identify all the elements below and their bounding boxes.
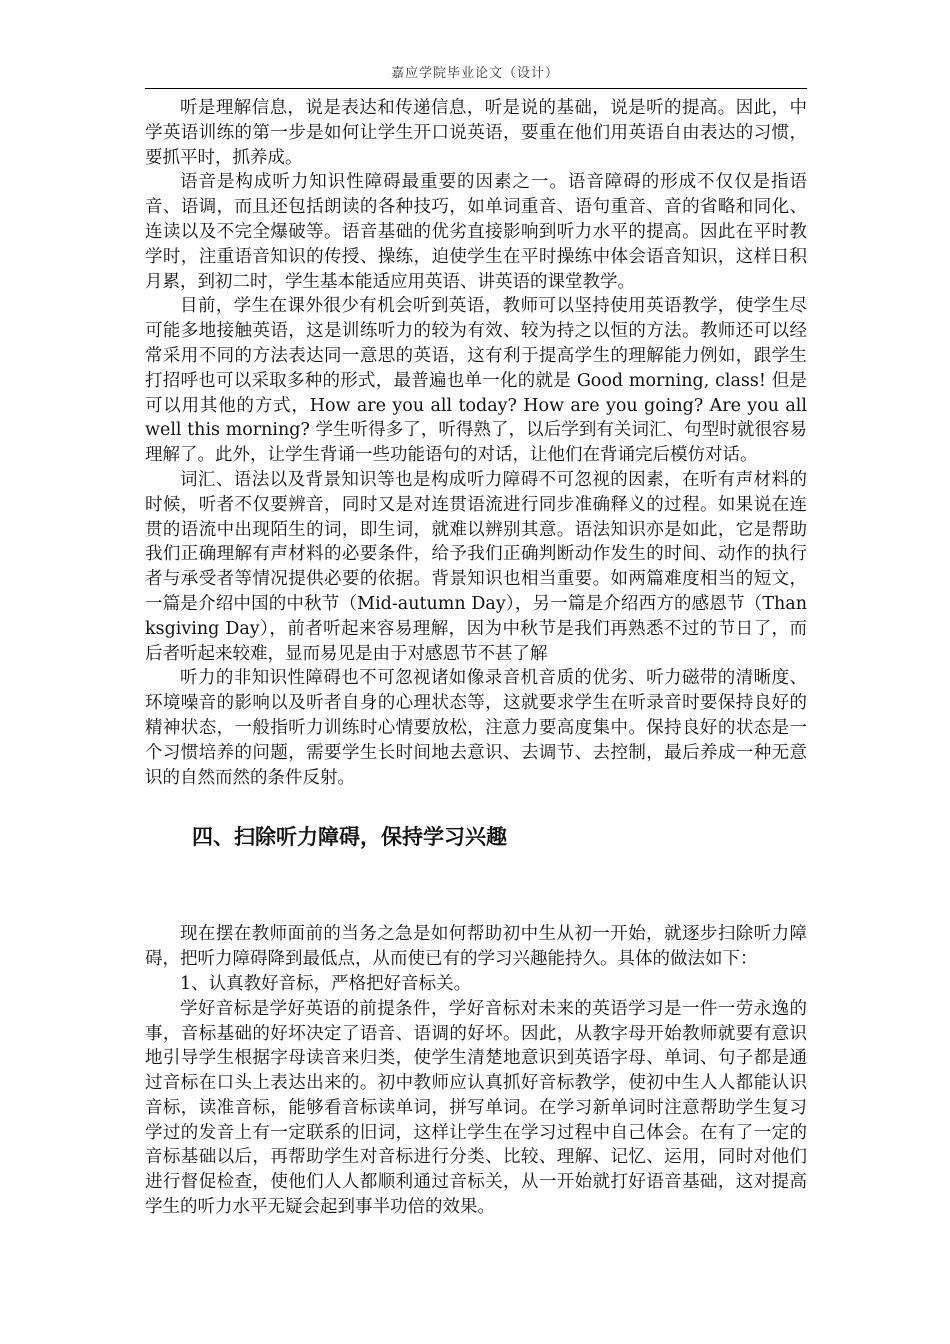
paragraph: 词汇、语法以及背景知识等也是构成听力障碍不可忽视的因素，在听有声材料的时候，听者不仅要辨音，同时又是对连贯语流进行同步准确释义的过程。如果说在连贯的语流中出现陌生的词，即生词，就难以辨别其意。语法知识亦是如此，它是帮助我们正确理解有声材料的必要条件，给予我们正确判断动作发生的时间、动作的执行者与承受者等情况提供必要的依据。背景知识也相当重要。如两篇难度相当的短文，一篇是介绍中国的中秋节（Mid-autumn Day），另一篇是介绍西方的感恩节（Thanksgiving Day），前者听起来容易理解，因为中秋节是我们再熟悉不过的节日了，而后者听起来较难，显而易见是由于对感恩节不甚了解 xyxy=(145,469,807,664)
paragraph: 语音是构成听力知识性障碍最重要的因素之一。语音障碍的形成不仅仅是指语音、语调，而且还包括朗读的各种技巧，如单词重音、语句重音、音的省略和同化、连读以及不完全爆破等。语音基础的优劣直接影响到听力水平的提高。因此在平时教学时，注重语音知识的传授、操练，迫使学生在平时操练中体会语音知识，这样日积月累，到初二时，学生基本能适应用英语、讲英语的课堂教学。 xyxy=(145,172,807,292)
paragraph: 目前，学生在课外很少有机会听到英语，教师可以坚持使用英语教学，使学生尽可能多地接触英语，这是训练听力的较为有效、较为持之以恒的方法。教师还可以经常采用不同的方法表达同一意思的英语，这有利于提高学生的理解能力例如，跟学生打招呼也可以采取多种的形式，最普遍也单一化的就是 Good morning, class! 但是可以用其他的方式，How are you all today? How are you going? Are you all well this morning? 学生听得多了，听得熟了，以后学到有关词汇、句型时就很容易理解了。此外，让学生背诵一些功能语句的对话，让他们在背诵完后模仿对话。 xyxy=(145,296,807,466)
section-heading: 四、扫除听力障碍，保持学习兴趣 xyxy=(192,825,507,850)
header-divider xyxy=(145,88,807,89)
paragraph: 听是理解信息，说是表达和传递信息，听是说的基础，说是听的提高。因此，中学英语训练的第一步是如何让学生开口说英语，要重在他们用英语自由表达的习惯，要抓平时，抓养成。 xyxy=(145,98,807,168)
document-body xyxy=(145,96,807,1220)
page-header: 嘉应学院毕业论文（设计） xyxy=(390,66,559,81)
paragraph: 学好音标是学好英语的前提条件，学好音标对未来的英语学习是一件一劳永逸的事，音标基础的好坏决定了语音、语调的好坏。因此，从教字母开始教师就要有意识地引导学生根据字母读音来归类，使学生清楚地意识到英语字母、单词、句子都是通过音标在口头上表达出来的。初中教师应认真抓好音标教学，使初中生人人都能认识音标，读准音标，能够看音标读单词，拼写单词。在学习新单词时注意帮助学生复习学过的发音上有一定联系的旧词，这样让学生在学习过程中自己体会。在有了一定的音标基础以后，再帮助学生对音标进行分类、比较、理解、记忆、运用，同时对他们进行督促检查，使他们人人都顺利通过音标关，从一开始就打好语音基础，这对提高学生的听力水平无疑会起到事半功倍的效果。 xyxy=(145,998,807,1218)
paragraph: 听力的非知识性障碍也不可忽视诸如像录音机音质的优劣、听力磁带的清晰度、环境噪音的影响以及听者自身的心理状态等，这就要求学生在听录音时要保持良好的精神状态，一般指听力训练时心情要放松，注意力要高度集中。保持良好的状态是一个习惯培养的问题，需要学生长时间地去意识、去调节、去控制，最后养成一种无意识的自然而然的条件反射。 xyxy=(145,668,807,788)
paragraph: 现在摆在教师面前的当务之急是如何帮助初中生从初一开始，就逐步扫除听力障碍，把听力障碍降到最低点，从而使已有的学习兴趣能持久。具体的做法如下： xyxy=(145,924,807,970)
list-item-heading: 1、认真教好音标，严格把好音标关。 xyxy=(180,973,472,994)
